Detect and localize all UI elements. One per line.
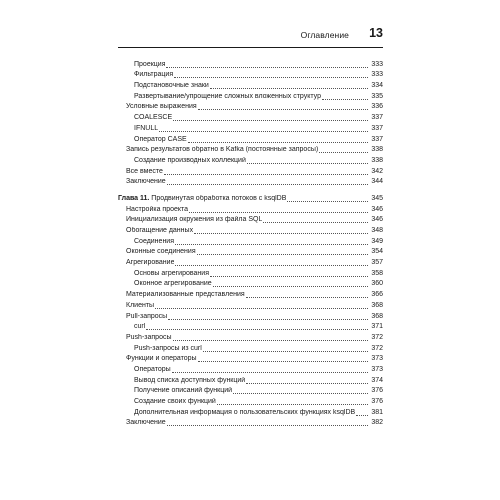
chapter-label: Глава 11. — [118, 194, 150, 202]
toc-entry-title: Проекция — [134, 60, 166, 68]
toc-entry — [118, 321, 383, 332]
toc-page-number: 373 — [371, 365, 383, 373]
toc-page-number: 337 — [371, 135, 383, 143]
dot-leader — [217, 404, 368, 405]
toc-entry — [118, 395, 383, 406]
toc-entry-title: Заключение — [126, 178, 166, 186]
running-header — [118, 26, 383, 42]
toc-entry-title: COALESCE — [134, 114, 173, 122]
dot-leader — [319, 152, 368, 153]
toc-entry-title: Подстановочные знаки — [134, 82, 209, 90]
toc-page-number: 373 — [371, 355, 383, 363]
toc-entry-title: Дополнительная информация о пользовательских функциях ksqlDB — [134, 408, 356, 416]
dot-leader — [164, 174, 368, 175]
toc-entry — [118, 310, 383, 321]
toc-entry-title: Инициализация окружения из файла SQL — [126, 216, 263, 224]
toc-entry — [118, 363, 383, 374]
toc-page-number: 337 — [371, 114, 383, 122]
toc-entry-title: IFNULL — [134, 124, 159, 132]
toc-page-number: 348 — [371, 227, 383, 234]
toc-entry-title: Функции и операторы — [126, 355, 197, 363]
toc-entry — [118, 214, 383, 225]
toc-page-number: 334 — [371, 82, 383, 90]
toc-entry-title: Фильтрация — [134, 71, 174, 79]
toc-entry-title: Оконные соединения — [126, 248, 196, 256]
toc-entry — [118, 90, 383, 101]
dot-leader — [194, 233, 368, 234]
dot-leader — [167, 425, 368, 426]
dot-leader — [173, 120, 368, 121]
toc-entry — [118, 406, 383, 417]
toc-entry — [118, 133, 383, 144]
toc-page-number: 344 — [371, 178, 383, 186]
dot-leader — [174, 77, 368, 78]
toc-page-number: 337 — [371, 124, 383, 132]
toc-entry-title: Настройка проекта — [126, 205, 189, 213]
toc-chapter-entry — [118, 192, 383, 203]
header-section-title: Оглавление — [300, 30, 349, 40]
table-of-contents — [118, 58, 383, 427]
toc-entry-title: Вывод списка доступных функций — [134, 376, 246, 384]
dot-leader — [213, 286, 368, 287]
page-number: 13 — [369, 26, 383, 40]
toc-entry-title: Заключение — [126, 419, 166, 427]
toc-page-number: 335 — [371, 92, 383, 100]
toc-page-number: 374 — [371, 376, 383, 384]
toc-page-number: 358 — [371, 269, 383, 277]
toc-entry — [118, 299, 383, 310]
toc-entry-title: Push-запросы из curl — [134, 344, 202, 352]
toc-entry — [118, 154, 383, 165]
dot-leader — [210, 276, 368, 277]
toc-entry-title: Запись результатов обратно в Kafka (постоянные запросы) — [126, 146, 319, 154]
dot-leader — [247, 163, 368, 164]
dot-leader — [233, 393, 368, 394]
toc-page-number: 338 — [371, 146, 383, 154]
dot-leader — [175, 265, 368, 266]
dot-leader — [198, 361, 368, 362]
toc-entry-title — [118, 195, 286, 203]
toc-page-number: 345 — [371, 194, 383, 202]
toc-page-number: 360 — [371, 280, 383, 288]
toc-entry — [118, 203, 383, 214]
toc-page-number: 333 — [371, 71, 383, 79]
toc-entry-title: Клиенты — [126, 301, 155, 309]
toc-entry-title: Соединения — [134, 237, 175, 245]
toc-entry — [118, 353, 383, 364]
dot-leader — [263, 222, 368, 223]
toc-entry — [118, 176, 383, 187]
dot-leader — [172, 372, 368, 373]
dot-leader — [198, 109, 368, 110]
dot-leader — [188, 142, 368, 143]
toc-entry — [118, 267, 383, 278]
toc-page-number: 366 — [371, 291, 383, 299]
toc-entry-title: Все вместе — [126, 167, 163, 175]
toc-page-number: 357 — [371, 259, 383, 267]
dot-leader — [287, 201, 368, 202]
toc-page-number: 342 — [371, 167, 383, 175]
toc-entry-title: Pull-запросы — [126, 312, 168, 320]
toc-page-number: 333 — [371, 60, 383, 68]
toc-entry — [118, 385, 383, 396]
toc-entry-title: Получение описаний функций — [134, 387, 233, 395]
dot-leader — [146, 329, 368, 330]
toc-page-number: 338 — [371, 156, 383, 164]
toc-entry-title: Создание своих функций — [134, 398, 216, 405]
dot-leader — [322, 99, 368, 100]
toc-page-number: 376 — [371, 387, 383, 395]
toc-entry — [118, 246, 383, 257]
toc-page-number: 381 — [371, 408, 383, 416]
dot-leader — [203, 351, 368, 352]
toc-page-number: 371 — [371, 323, 383, 331]
toc-entry-title: Создание производных коллекций — [134, 156, 246, 164]
dot-leader — [168, 319, 368, 320]
toc-page-number: 372 — [371, 333, 383, 341]
toc-entry-title: Условные выражения — [126, 103, 197, 111]
toc-page-number: 346 — [371, 205, 383, 213]
toc-entry — [118, 144, 383, 155]
toc-entry-title: Push-запросы — [126, 333, 172, 341]
toc-entry — [118, 288, 383, 299]
toc-page-number: 349 — [371, 237, 383, 245]
dot-leader — [166, 67, 368, 68]
toc-entry — [118, 101, 383, 112]
dot-leader — [246, 383, 368, 384]
dot-leader — [167, 184, 368, 185]
toc-entry-title: Основы агрегирования — [134, 269, 209, 277]
toc-entry — [118, 256, 383, 267]
toc-entry — [118, 235, 383, 246]
dot-leader — [197, 254, 368, 255]
toc-entry — [118, 58, 383, 69]
dot-leader — [246, 297, 368, 298]
toc-page-number: 382 — [371, 419, 383, 427]
header-rule — [118, 47, 383, 48]
toc-page-number: 336 — [371, 103, 383, 111]
toc-entry — [118, 342, 383, 353]
toc-entry-title: Агрегирование — [126, 259, 175, 267]
toc-entry — [118, 111, 383, 122]
chapter-title: Продвинутая обработка потоков с ksqlDB — [149, 194, 287, 202]
dot-leader — [210, 88, 368, 89]
toc-entry — [118, 331, 383, 342]
toc-page-number: 368 — [371, 312, 383, 320]
toc-page-number: 346 — [371, 216, 383, 224]
toc-entry — [118, 278, 383, 289]
toc-entry — [118, 417, 383, 428]
toc-page-number: 372 — [371, 344, 383, 352]
toc-entry-title: Оконное агрегирование — [134, 280, 212, 288]
toc-entry — [118, 374, 383, 385]
toc-entry — [118, 165, 383, 176]
toc-entry-title: Операторы — [134, 365, 171, 373]
dot-leader — [175, 244, 368, 245]
toc-entry — [118, 79, 383, 90]
toc-entry-title: Обогащение данных — [126, 227, 194, 234]
toc-page-number: 368 — [371, 301, 383, 309]
toc-entry-title: curl — [134, 323, 146, 331]
toc-entry — [118, 122, 383, 133]
dot-leader — [159, 131, 368, 132]
toc-entry — [118, 224, 383, 235]
toc-entry-title: Материализованные представления — [126, 291, 245, 299]
toc-page-number: 376 — [371, 398, 383, 405]
toc-entry-title: Оператор CASE — [134, 135, 187, 143]
toc-entry — [118, 69, 383, 80]
dot-leader — [155, 308, 368, 309]
toc-page-number: 354 — [371, 248, 383, 256]
dot-leader — [189, 212, 368, 213]
dot-leader — [356, 415, 368, 416]
dot-leader — [173, 340, 369, 341]
toc-entry-title: Развертывание/упрощение сложных вложенных структур — [134, 92, 321, 100]
